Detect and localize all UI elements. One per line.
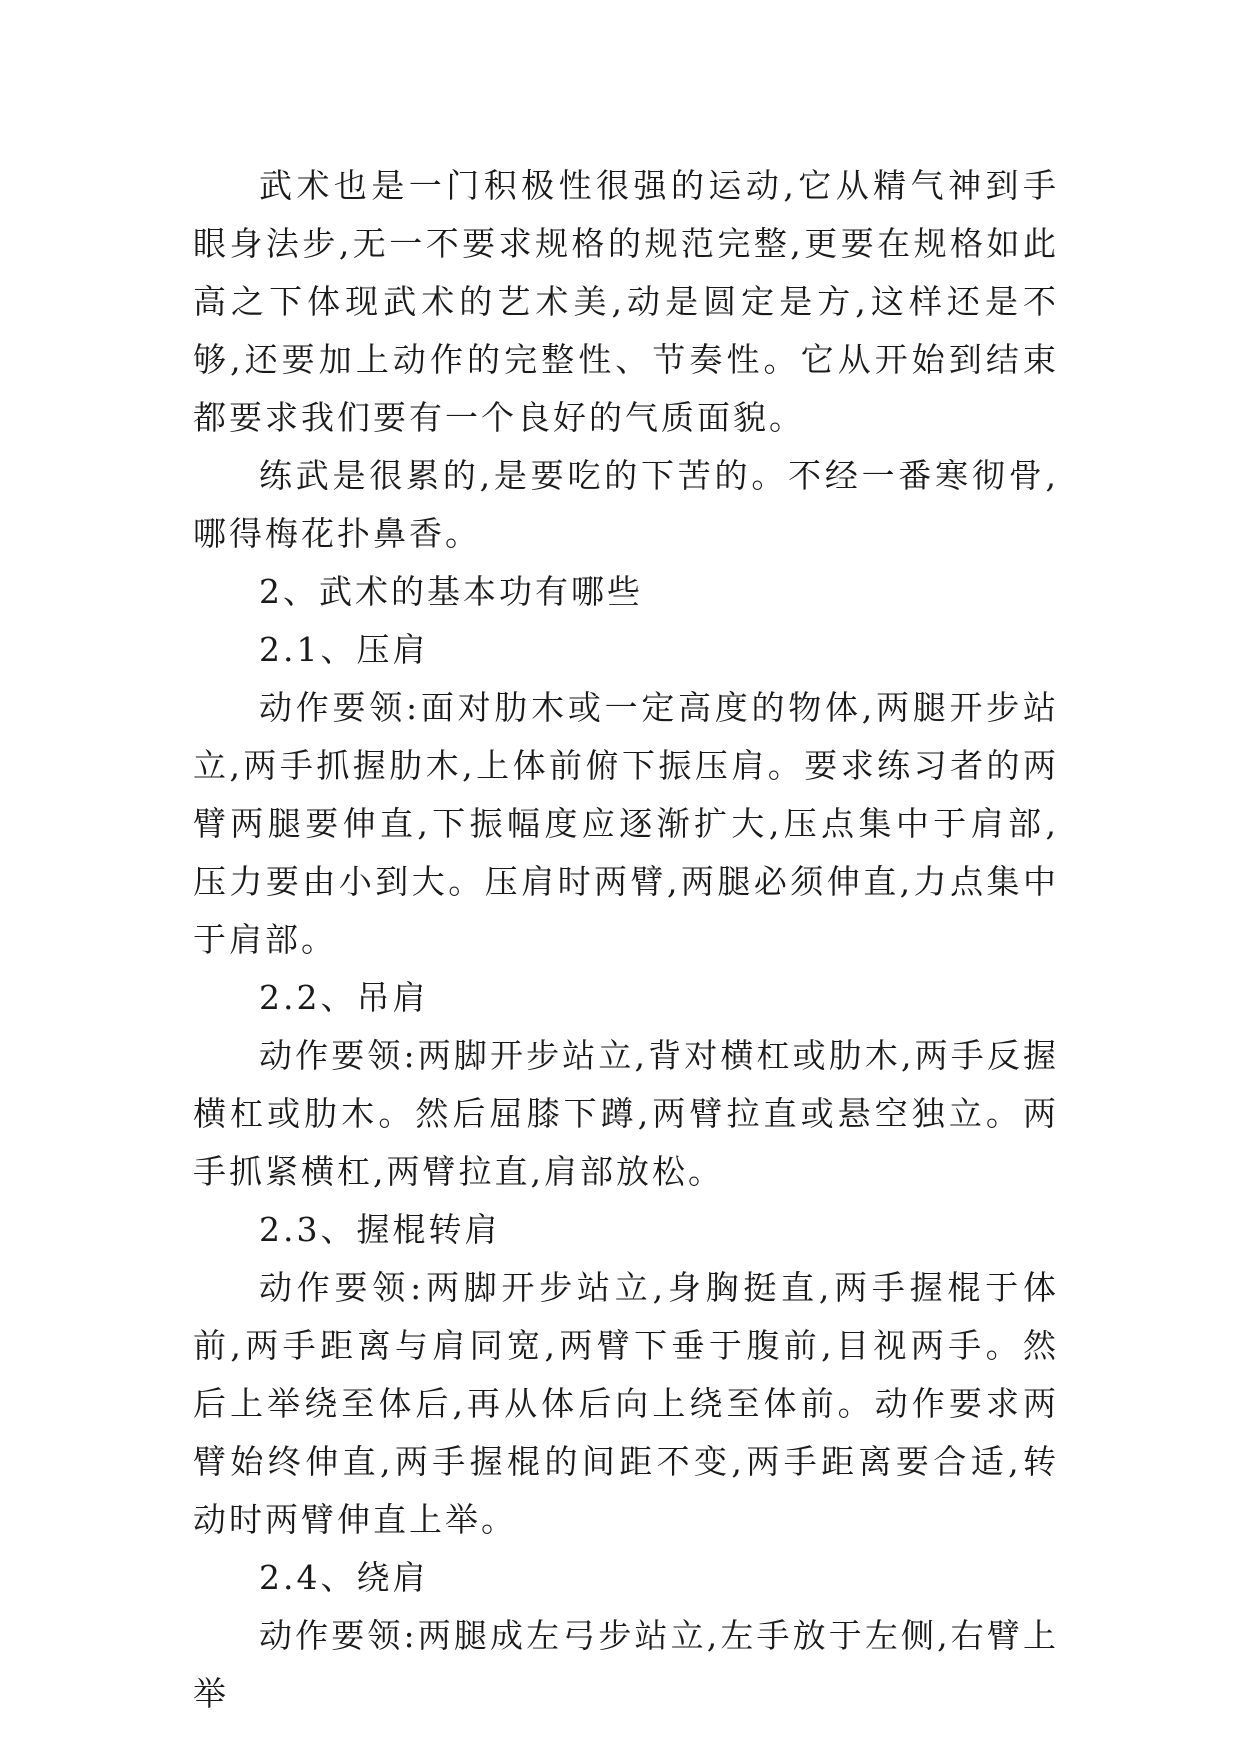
- document-body: [193, 157, 1059, 1723]
- paragraph: 练武是很累的,是要吃的下苦的。不经一番寒彻骨,哪得梅花扑鼻香。: [193, 456, 1059, 553]
- subsection-heading: 2.4、绕肩: [259, 1558, 429, 1597]
- paragraph: 动作要领:两腿成左弓步站立,左手放于左侧,右臂上举: [193, 1616, 1059, 1713]
- section-heading: 2、武术的基本功有哪些: [259, 572, 643, 611]
- paragraph: 动作要领:两脚开步站立,背对横杠或肋木,两手反握横杠或肋木。然后屈膝下蹲,两臂拉直或悬空独立。两手抓紧横杠,两臂拉直,肩部放松。: [193, 1036, 1059, 1191]
- paragraph: 武术也是一门积极性很强的运动,它从精气神到手眼身法步,无一不要求规格的规范完整,更要在规格如此高之下体现武术的艺术美,动是圆定是方,这样还是不够,还要加上动作的完整性、节奏性。它从开始到结束都要求我们要有一个良好的气质面貌。: [193, 166, 1059, 437]
- subsection-heading: 2.2、吊肩: [259, 978, 429, 1017]
- subsection-heading: 2.3、握棍转肩: [259, 1210, 501, 1249]
- paragraph: 动作要领:面对肋木或一定高度的物体,两腿开步站立,两手抓握肋木,上体前俯下振压肩。要求练习者的两臂两腿要伸直,下振幅度应逐渐扩大,压点集中于肩部,压力要由小到大。压肩时两臂,两腿必须伸直,力点集中于肩部。: [193, 688, 1059, 959]
- paragraph: 动作要领:两脚开步站立,身胸挺直,两手握棍于体前,两手距离与肩同宽,两臂下垂于腹前,目视两手。然后上举绕至体后,再从体后向上绕至体前。动作要求两臂始终伸直,两手握棍的间距不变,两手距离要合适,转动时两臂伸直上举。: [193, 1268, 1059, 1539]
- subsection-heading: 2.1、压肩: [259, 630, 429, 669]
